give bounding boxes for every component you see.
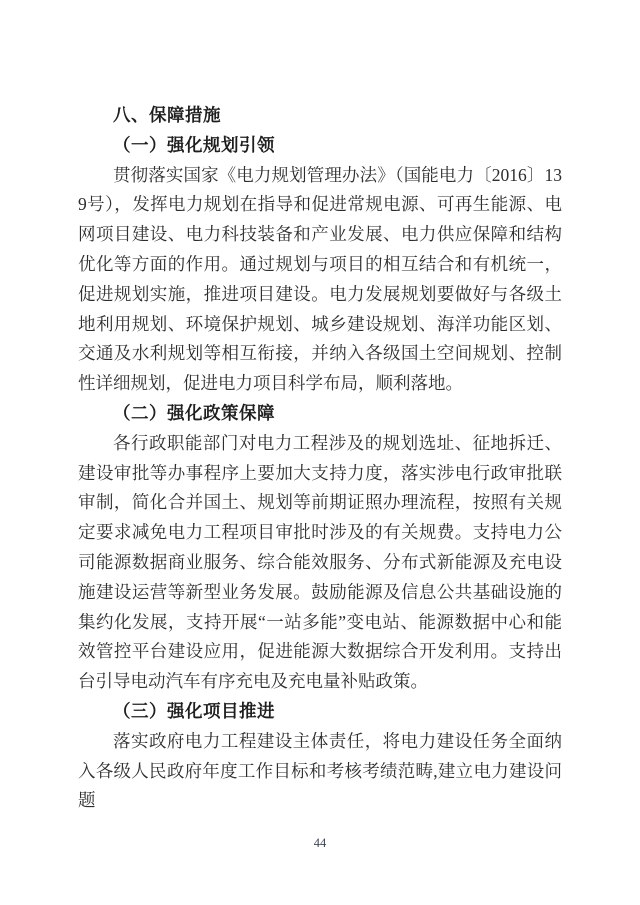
document-content — [78, 101, 562, 816]
section-heading: 八、保障措施 — [113, 105, 221, 125]
subsection-1-heading: （一）强化规划引领 — [113, 134, 275, 155]
subsection-1-body: 贯彻落实国家《电力规划管理办法》（国能电力〔2016〕139号），发挥电力规划在指导和促进常规电源、可再生能源、电网项目建设、电力科技装备和产业发展、电力供应保障和结构优化等方面的作用。通过规划与项目的相互结合和有机统一，促进规划实施，推进项目建设。电力发展规划要做好与各级土地利用规划、环境保护规划、城乡建设规划、海洋功能区划、交通及水利规划等相互衔接，并纳入各级国土空间规划、控制性详细规划，促进电力项目科学布局，顺利落地。 — [78, 164, 562, 394]
subsection-2-body: 各行政职能部门对电力工程涉及的规划选址、征地拆迁、建设审批等办事程序上要加大支持力度，落实涉电行政审批联审制，简化合并国土、规划等前期证照办理流程，按照有关规定要求减免电力工程项目审批时涉及的有关规费。支持电力公司能源数据商业服务、综合能效服务、分布式新能源及充电设施建设运营等新型业务发展。鼓励能源及信息公共基础设施的集约化发展，支持开展“一站多能”变电站、能源数据中心和能效管控平台建设应用，促进能源大数据综合开发利用。支持出台引导电动汽车有序充电及充电量补贴政策。 — [78, 432, 562, 692]
subsection-3-heading: （三）强化项目推进 — [113, 700, 275, 721]
subsection-2-heading: （二）强化政策保障 — [113, 402, 275, 423]
subsection-3-body: 落实政府电力工程建设主体责任，将电力建设任务全面纳入各级人民政府年度工作目标和考核考绩范畴,建立电力建设问题 — [78, 730, 562, 811]
page-number: 44 — [313, 836, 327, 850]
